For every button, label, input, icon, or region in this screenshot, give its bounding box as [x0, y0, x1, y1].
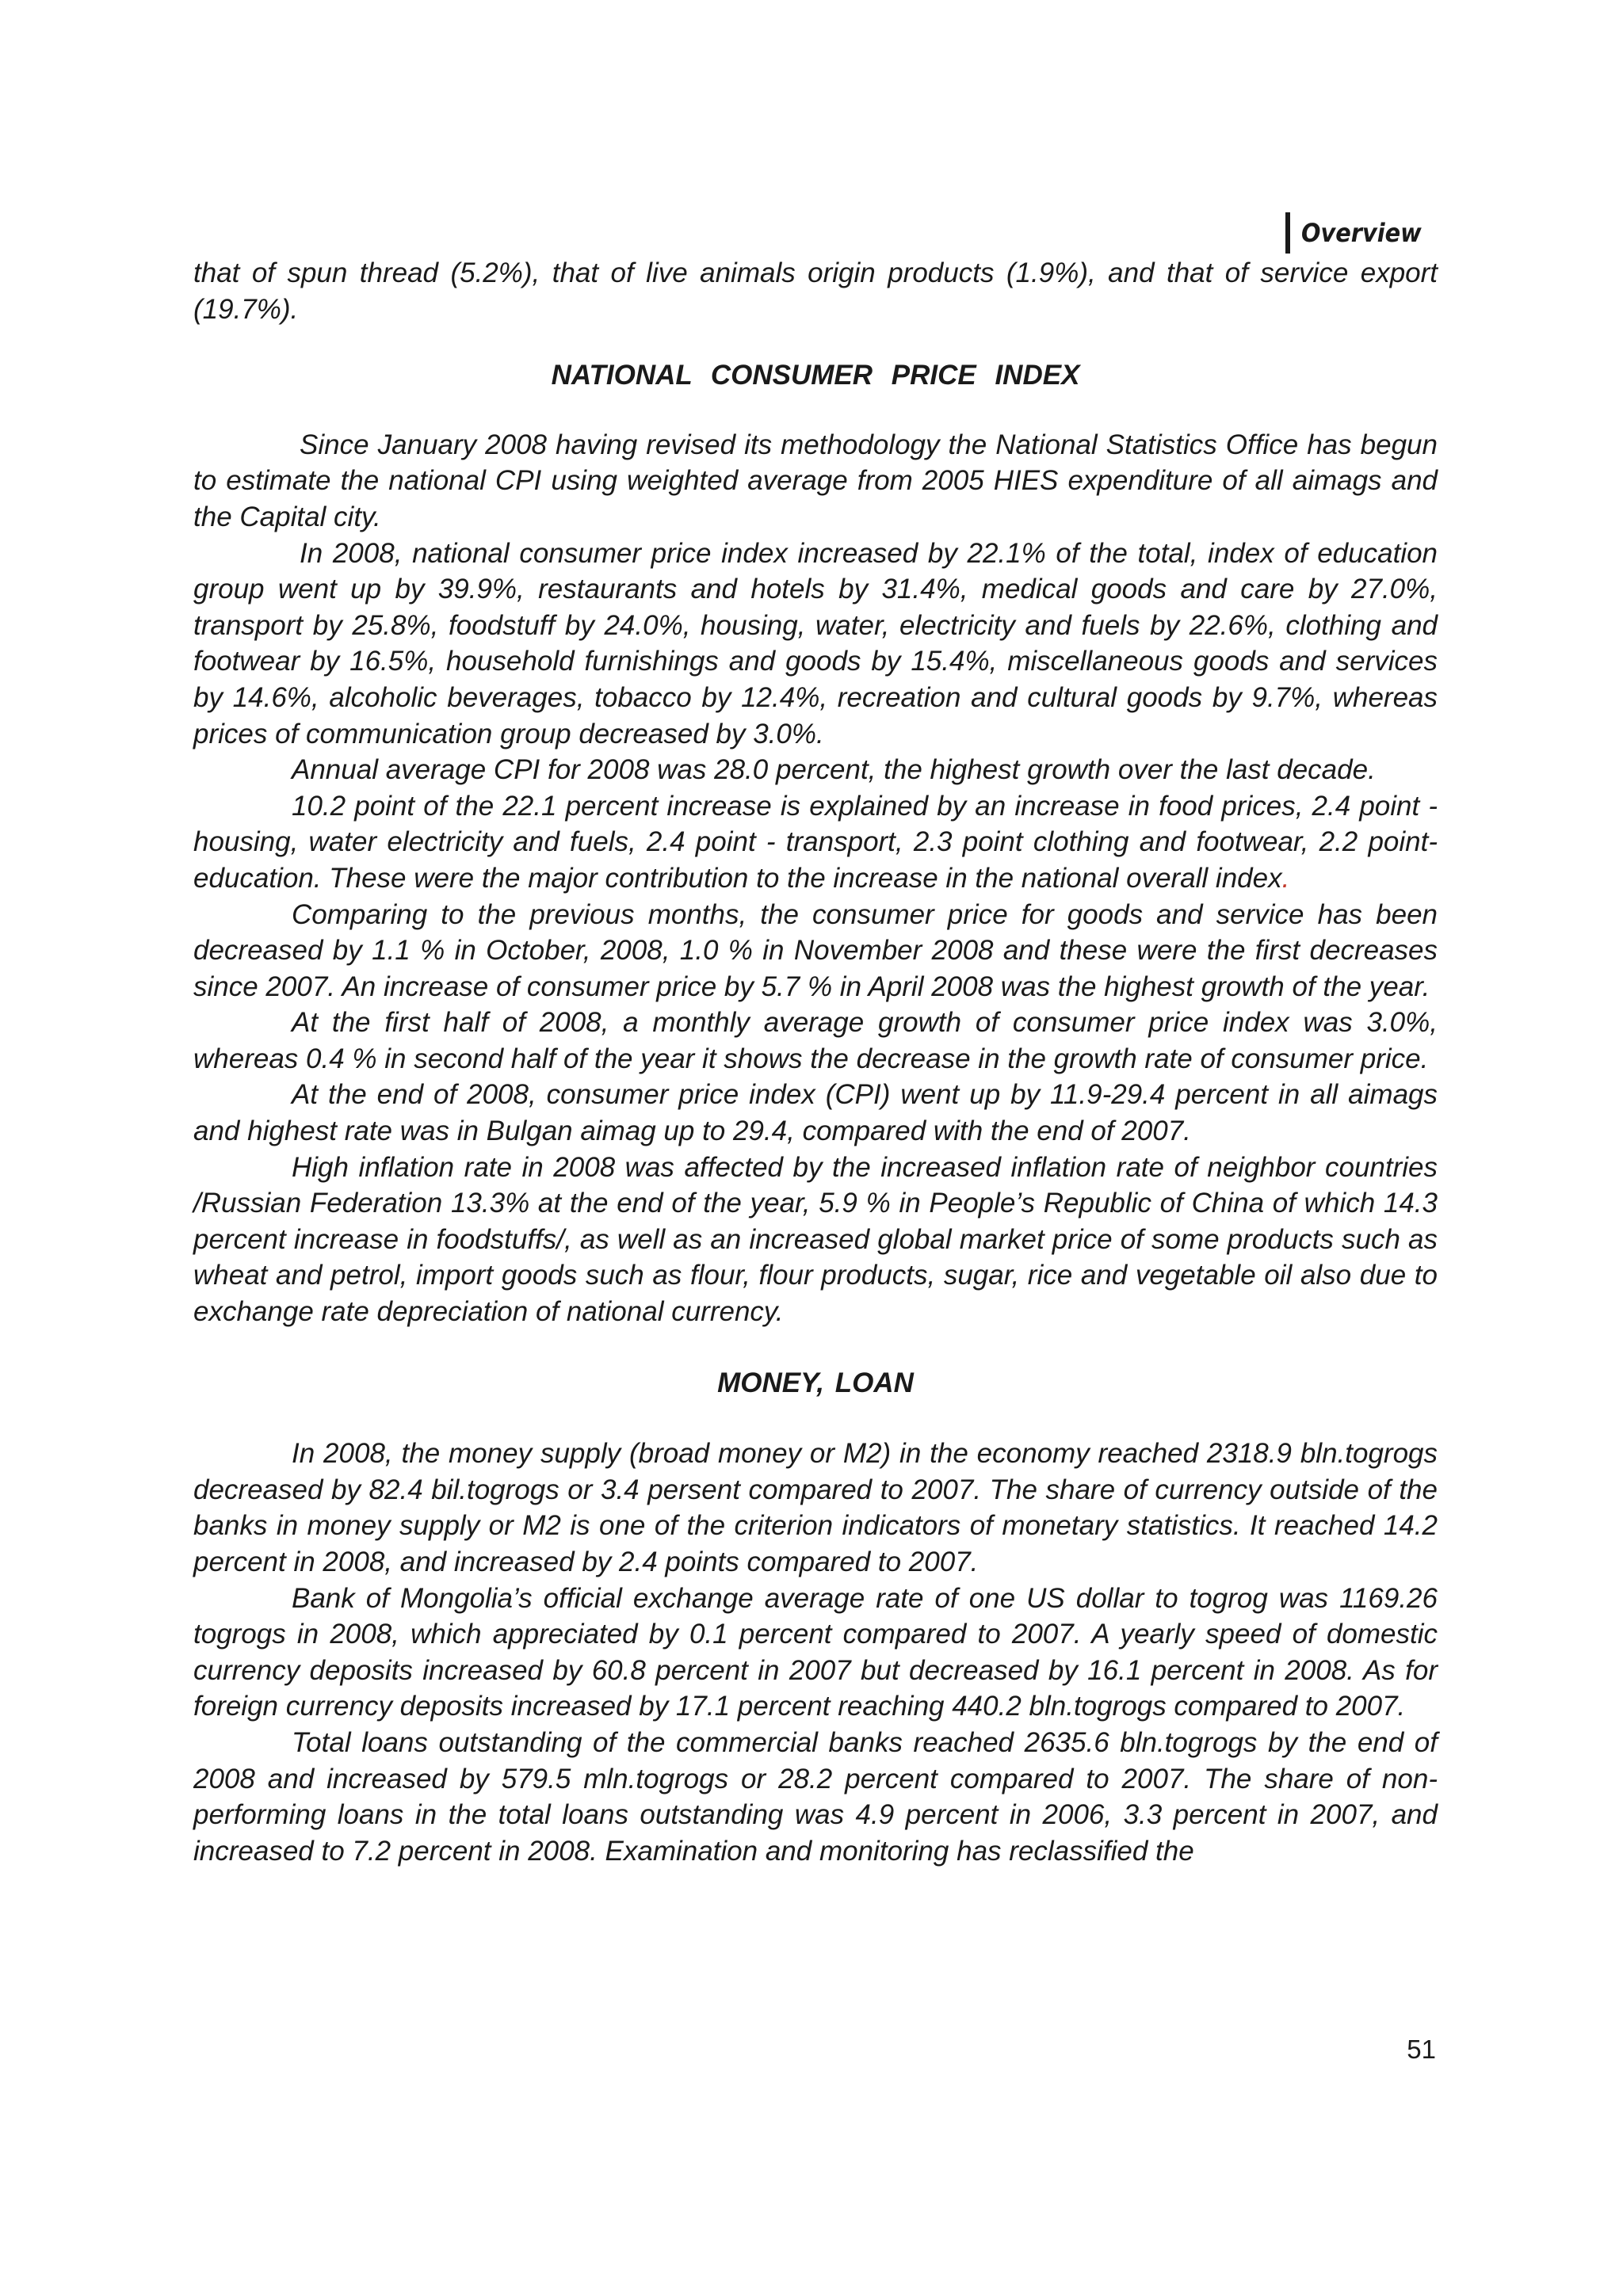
intro-paragraph: that of spun thread (5.2%), that of live animals origin products (1.9%), and that of service export (19.7%).	[193, 257, 1438, 325]
running-header	[1285, 212, 1437, 254]
money-section-heading: MONEY, LOAN	[717, 1367, 914, 1398]
cpi-paragraph-7: At the end of 2008, consumer price index (CPI) went up by 11.9-29.4 percent in all aimags and highest rate was in Bulgan aimag up to 29.4, compared with the end of 2007.	[193, 1079, 1438, 1147]
page-body	[193, 255, 1438, 1869]
page-number: 51	[1407, 2035, 1436, 2064]
money-paragraph-3: Total loans outstanding of the commercial banks reached 2635.6 bln.togrogs by the end of 2008 and increased by 579.5 mln.togrogs or 28.2 percent compared to 2007. The share of non-performing loans in the total loans outstanding was 4.9 percent in 2006, 3.3 percent in 2007, and increased to 7.2 percent in 2008. Examination and monitoring has reclassified the	[193, 1726, 1438, 1867]
cpi-paragraph-4-text: 10.2 point of the 22.1 percent increase is explained by an increase in food prices, 2.4 point - housing, water electricity and fuels, 2.4 point - transport, 2.3 point clothing and footwear, 2.2 point- education. These were the major contribution to the increase in the national overall index	[193, 790, 1438, 894]
cpi-paragraph-2: In 2008, national consumer price index increased by 22.1% of the total, index of education group went up by 39.9%, restaurants and hotels by 31.4%, medical goods and care by 27.0%, transport by 25.8%, foodstuff by 24.0%, housing, water, electricity and fuels by 22.6%, clothing and footwear by 16.5%, household furnishings and goods by 15.4%, miscellaneous goods and services by 14.6%, alcoholic beverages, tobacco by 12.4%, recreation and cultural goods by 9.7%, whereas prices of communication group decreased by 3.0%.	[193, 537, 1438, 749]
cpi-paragraph-8: High inflation rate in 2008 was affected by the increased inflation rate of neighbor countries /Russian Federation 13.3% at the end of the year, 5.9 % in People’s Republic of China of which 14.3 percent increase in foodstuffs/, as well as an increased global market price of some products such as wheat and petrol, import goods such as flour, flour products, sugar, rice and vegetable oil also due to exchange rate depreciation of national currency.	[193, 1151, 1438, 1328]
money-paragraph-1: In 2008, the money supply (broad money or M2) in the economy reached 2318.9 bln.togrogs decreased by 82.4 bil.togrogs or 3.4 persent compared to 2007. The share of currency outside of the banks in money supply or M2 is one of the criterion indicators of monetary statistics. It reached 14.2 percent in 2008, and increased by 2.4 points compared to 2007.	[193, 1438, 1438, 1577]
cpi-paragraph-3: Annual average CPI for 2008 was 28.0 percent, the highest growth over the last decade.	[292, 754, 1376, 786]
cpi-paragraph-4	[193, 788, 1438, 897]
cpi-paragraph-5: Comparing to the previous months, the consumer price for goods and service has been decreased by 1.1 % in October, 2008, 1.0 % in November 2008 and these were the first decreases since 2007. An increase of consumer price by 5.7 % in April 2008 was the highest growth of the year.	[193, 898, 1438, 1002]
index-end-mark: .	[1281, 862, 1290, 894]
cpi-paragraph-6: At the first half of 2008, a monthly average growth of consumer price index was 3.0%, whereas 0.4 % in second half of the year it shows the decrease in the growth rate of consumer price.	[193, 1007, 1438, 1074]
cpi-paragraph-1: Since January 2008 having revised its methodology the National Statistics Office has begun to estimate the national CPI using weighted average from 2005 HIES expenditure of all aimags and the Capital city.	[193, 429, 1438, 532]
money-paragraph-2: Bank of Mongolia’s official exchange average rate of one US dollar to togrog was 1169.26 togrogs in 2008, which appreciated by 0.1 percent compared to 2007. A yearly speed of domestic currency deposits increased by 60.8 percent in 2007 but decreased by 16.1 percent in 2008. As for foreign currency deposits increased by 17.1 percent reaching 440.2 bln.togrogs compared to 2007.	[193, 1582, 1438, 1722]
header-section-title: Overview	[1301, 218, 1422, 248]
cpi-section-heading: NATIONAL CONSUMER PRICE INDEX	[551, 360, 1080, 391]
header-rule	[1285, 212, 1290, 254]
